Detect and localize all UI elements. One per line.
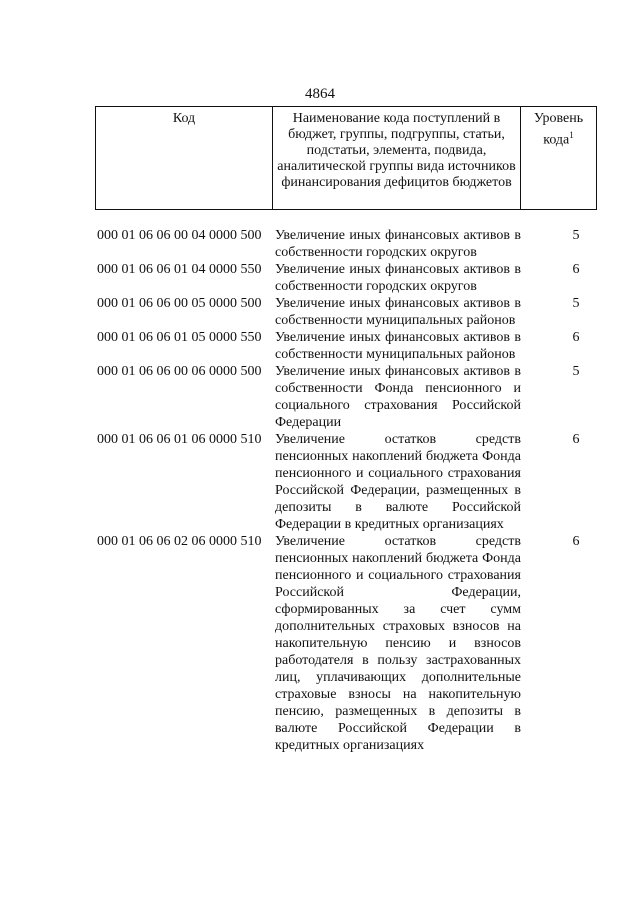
table-header bbox=[95, 106, 597, 210]
row-code: 000 01 06 06 01 05 0000 550 bbox=[97, 330, 262, 345]
row-name: Увеличение иных финансовых активов в собственности Фонда пенсионного и социального страхования Российской Федерации bbox=[275, 364, 521, 430]
row-name: Увеличение остатков средств пенсионных накоплений бюджета Фонда пенсионного и социального страхования Российской Федерации, размещенных в депозиты в валюте Российской Федерации в кредитных организациях bbox=[275, 432, 521, 532]
table-body bbox=[97, 227, 597, 754]
row-name: Увеличение иных финансовых активов в собственности муниципальных районов bbox=[275, 296, 521, 328]
row-level: 5 bbox=[572, 228, 580, 243]
table-row bbox=[97, 261, 597, 295]
header-level-footnote: 1 bbox=[569, 130, 574, 140]
header-level-label: Уровень кода bbox=[533, 111, 584, 148]
row-code: 000 01 06 06 00 05 0000 500 bbox=[97, 296, 262, 311]
row-level: 5 bbox=[572, 296, 580, 311]
table-row bbox=[97, 227, 597, 261]
row-level: 6 bbox=[572, 534, 580, 549]
header-name: Наименование кода поступлений в бюджет, группы, подгруппы, статьи, подстатьи, элемента, подвида, аналитической группы вида источников финансирования дефицитов бюджетов bbox=[273, 107, 521, 209]
row-level: 6 bbox=[572, 262, 580, 277]
header-code: Код bbox=[96, 107, 273, 209]
row-level: 6 bbox=[572, 330, 580, 345]
row-name: Увеличение иных финансовых активов в собственности городских округов bbox=[275, 228, 521, 260]
table-row bbox=[97, 329, 597, 363]
table-row bbox=[97, 363, 597, 431]
row-code: 000 01 06 06 00 04 0000 500 bbox=[97, 228, 262, 243]
row-code: 000 01 06 06 02 06 0000 510 bbox=[97, 534, 262, 549]
row-code: 000 01 06 06 00 06 0000 500 bbox=[97, 364, 262, 379]
table-row bbox=[97, 533, 597, 754]
header-level bbox=[521, 107, 596, 209]
row-code: 000 01 06 06 01 04 0000 550 bbox=[97, 262, 262, 277]
row-level: 6 bbox=[572, 432, 580, 447]
row-name: Увеличение иных финансовых активов в собственности городских округов bbox=[275, 262, 521, 294]
row-code: 000 01 06 06 01 06 0000 510 bbox=[97, 432, 262, 447]
row-level: 5 bbox=[572, 364, 580, 379]
table-row bbox=[97, 295, 597, 329]
row-name: Увеличение иных финансовых активов в собственности муниципальных районов bbox=[275, 330, 521, 362]
page-number: 4864 bbox=[305, 86, 335, 102]
row-name: Увеличение остатков средств пенсионных накоплений бюджета Фонда пенсионного и социального страхования Российской Федерации, сформированных за счет сумм дополнительных страховых взносов на накопительную пенсию и взносов работодателя в пользу застрахованных лиц, уплачивающих дополнительные страховые взносы на накопительную пенсию, размещенных в депозиты в валюте Российской Федерации в кредитных организациях bbox=[275, 534, 521, 753]
table-row bbox=[97, 431, 597, 533]
